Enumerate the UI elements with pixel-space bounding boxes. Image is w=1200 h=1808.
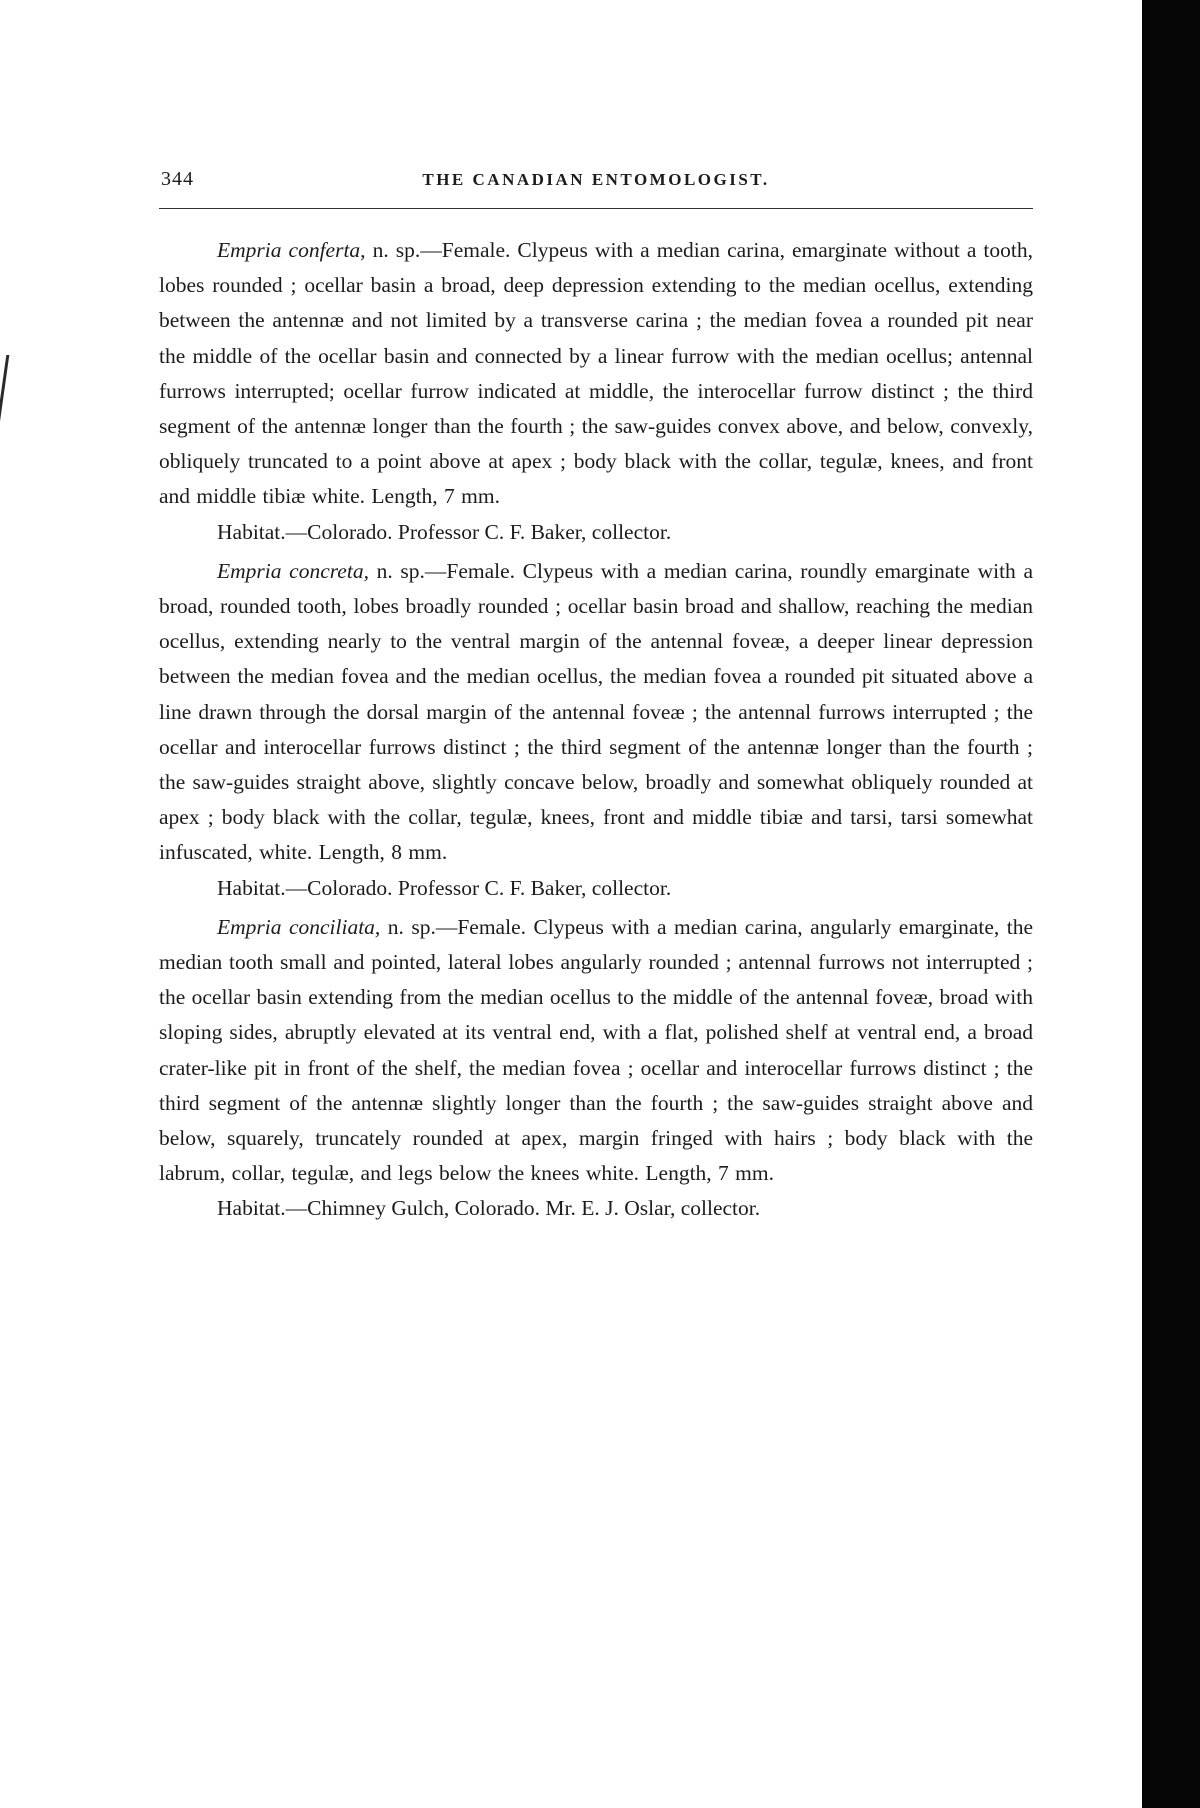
description-text: n. sp.—Female. Clypeus with a median carina, angularly emarginate, the median tooth small and pointed, lateral lobes angularly rounded ; antennal furrows not interrupted ; the ocellar basin extending from the median ocellus to the middle of the antennal foveæ, broad with sloping sides, abruptly elevated at its ventral end, with a flat, polished shelf at ventral end, a broad crater-like pit in front of the shelf, the median fovea ; ocellar and interocellar furrows distinct ; the third segment of the antennæ slightly longer than the fourth ; the saw-guides straight above and below, squarely, truncately rounded at apex, margin fringed with hairs ; body black with the labrum, collar, tegulæ, and legs below the knees white. Length, 7 mm. xyxy=(159,914,1033,1186)
species-description-3 xyxy=(159,910,1033,1192)
running-title: THE CANADIAN ENTOMOLOGIST. xyxy=(422,170,770,189)
species-description-1 xyxy=(159,233,1033,515)
species-name: Empria conferta, xyxy=(217,238,366,262)
page-edge-mark xyxy=(0,355,9,445)
description-text: n. sp.—Female. Clypeus with a median carina, emarginate without a tooth, lobes rounded ; ocellar basin a broad, deep depression extending to the median ocellus, extending between the antennæ and not limited by a transverse carina ; the median fovea a rounded pit near the middle of the ocellar basin and connected by a linear furrow with the median ocellus; antennal furrows interrupted; ocellar furrow indicated at middle, the interocellar furrow distinct ; the third segment of the antennæ longer than the fourth ; the saw-guides convex above, and below, convexly, obliquely truncated to a point above at apex ; body black with the collar, tegulæ, knees, and front and middle tibiæ white. Length, 7 mm. xyxy=(159,238,1033,509)
habitat-line-3: Habitat.—Chimney Gulch, Colorado. Mr. E. J. Oslar, collector. xyxy=(217,1196,761,1221)
species-name: Empria concreta, xyxy=(217,558,369,583)
habitat-line-1: Habitat.—Colorado. Professor C. F. Baker, collector. xyxy=(217,519,672,544)
species-description-2 xyxy=(159,554,1033,871)
page-number: 344 xyxy=(161,168,194,190)
article-body xyxy=(159,233,1033,1231)
page-header xyxy=(159,150,1033,200)
habitat-line-2: Habitat.—Colorado. Professor C. F. Baker, collector. xyxy=(217,875,672,900)
header-rule xyxy=(159,208,1033,209)
species-name: Empria conciliata, xyxy=(217,914,381,939)
page-content xyxy=(159,150,1034,1221)
page-edge-shadow xyxy=(1142,0,1200,1808)
description-text: n. sp.—Female. Clypeus with a median carina, roundly emarginate with a broad, rounded tooth, lobes broadly rounded ; ocellar basin broad and shallow, reaching the median ocellus, extending nearly to the ventral margin of the antennal foveæ, a deeper linear depression between the median fovea and the median ocellus, the median fovea a rounded pit situated above a line drawn through the dorsal margin of the antennal foveæ ; the antennal furrows interrupted ; the ocellar and interocellar furrows distinct ; the third segment of the antennæ longer than the fourth ; the saw-guides straight above, slightly concave below, broadly and somewhat obliquely rounded at apex ; body black with the collar, tegulæ, knees, front and middle tibiæ and tarsi, tarsi somewhat infuscated, white. Length, 8 mm. xyxy=(159,558,1034,865)
